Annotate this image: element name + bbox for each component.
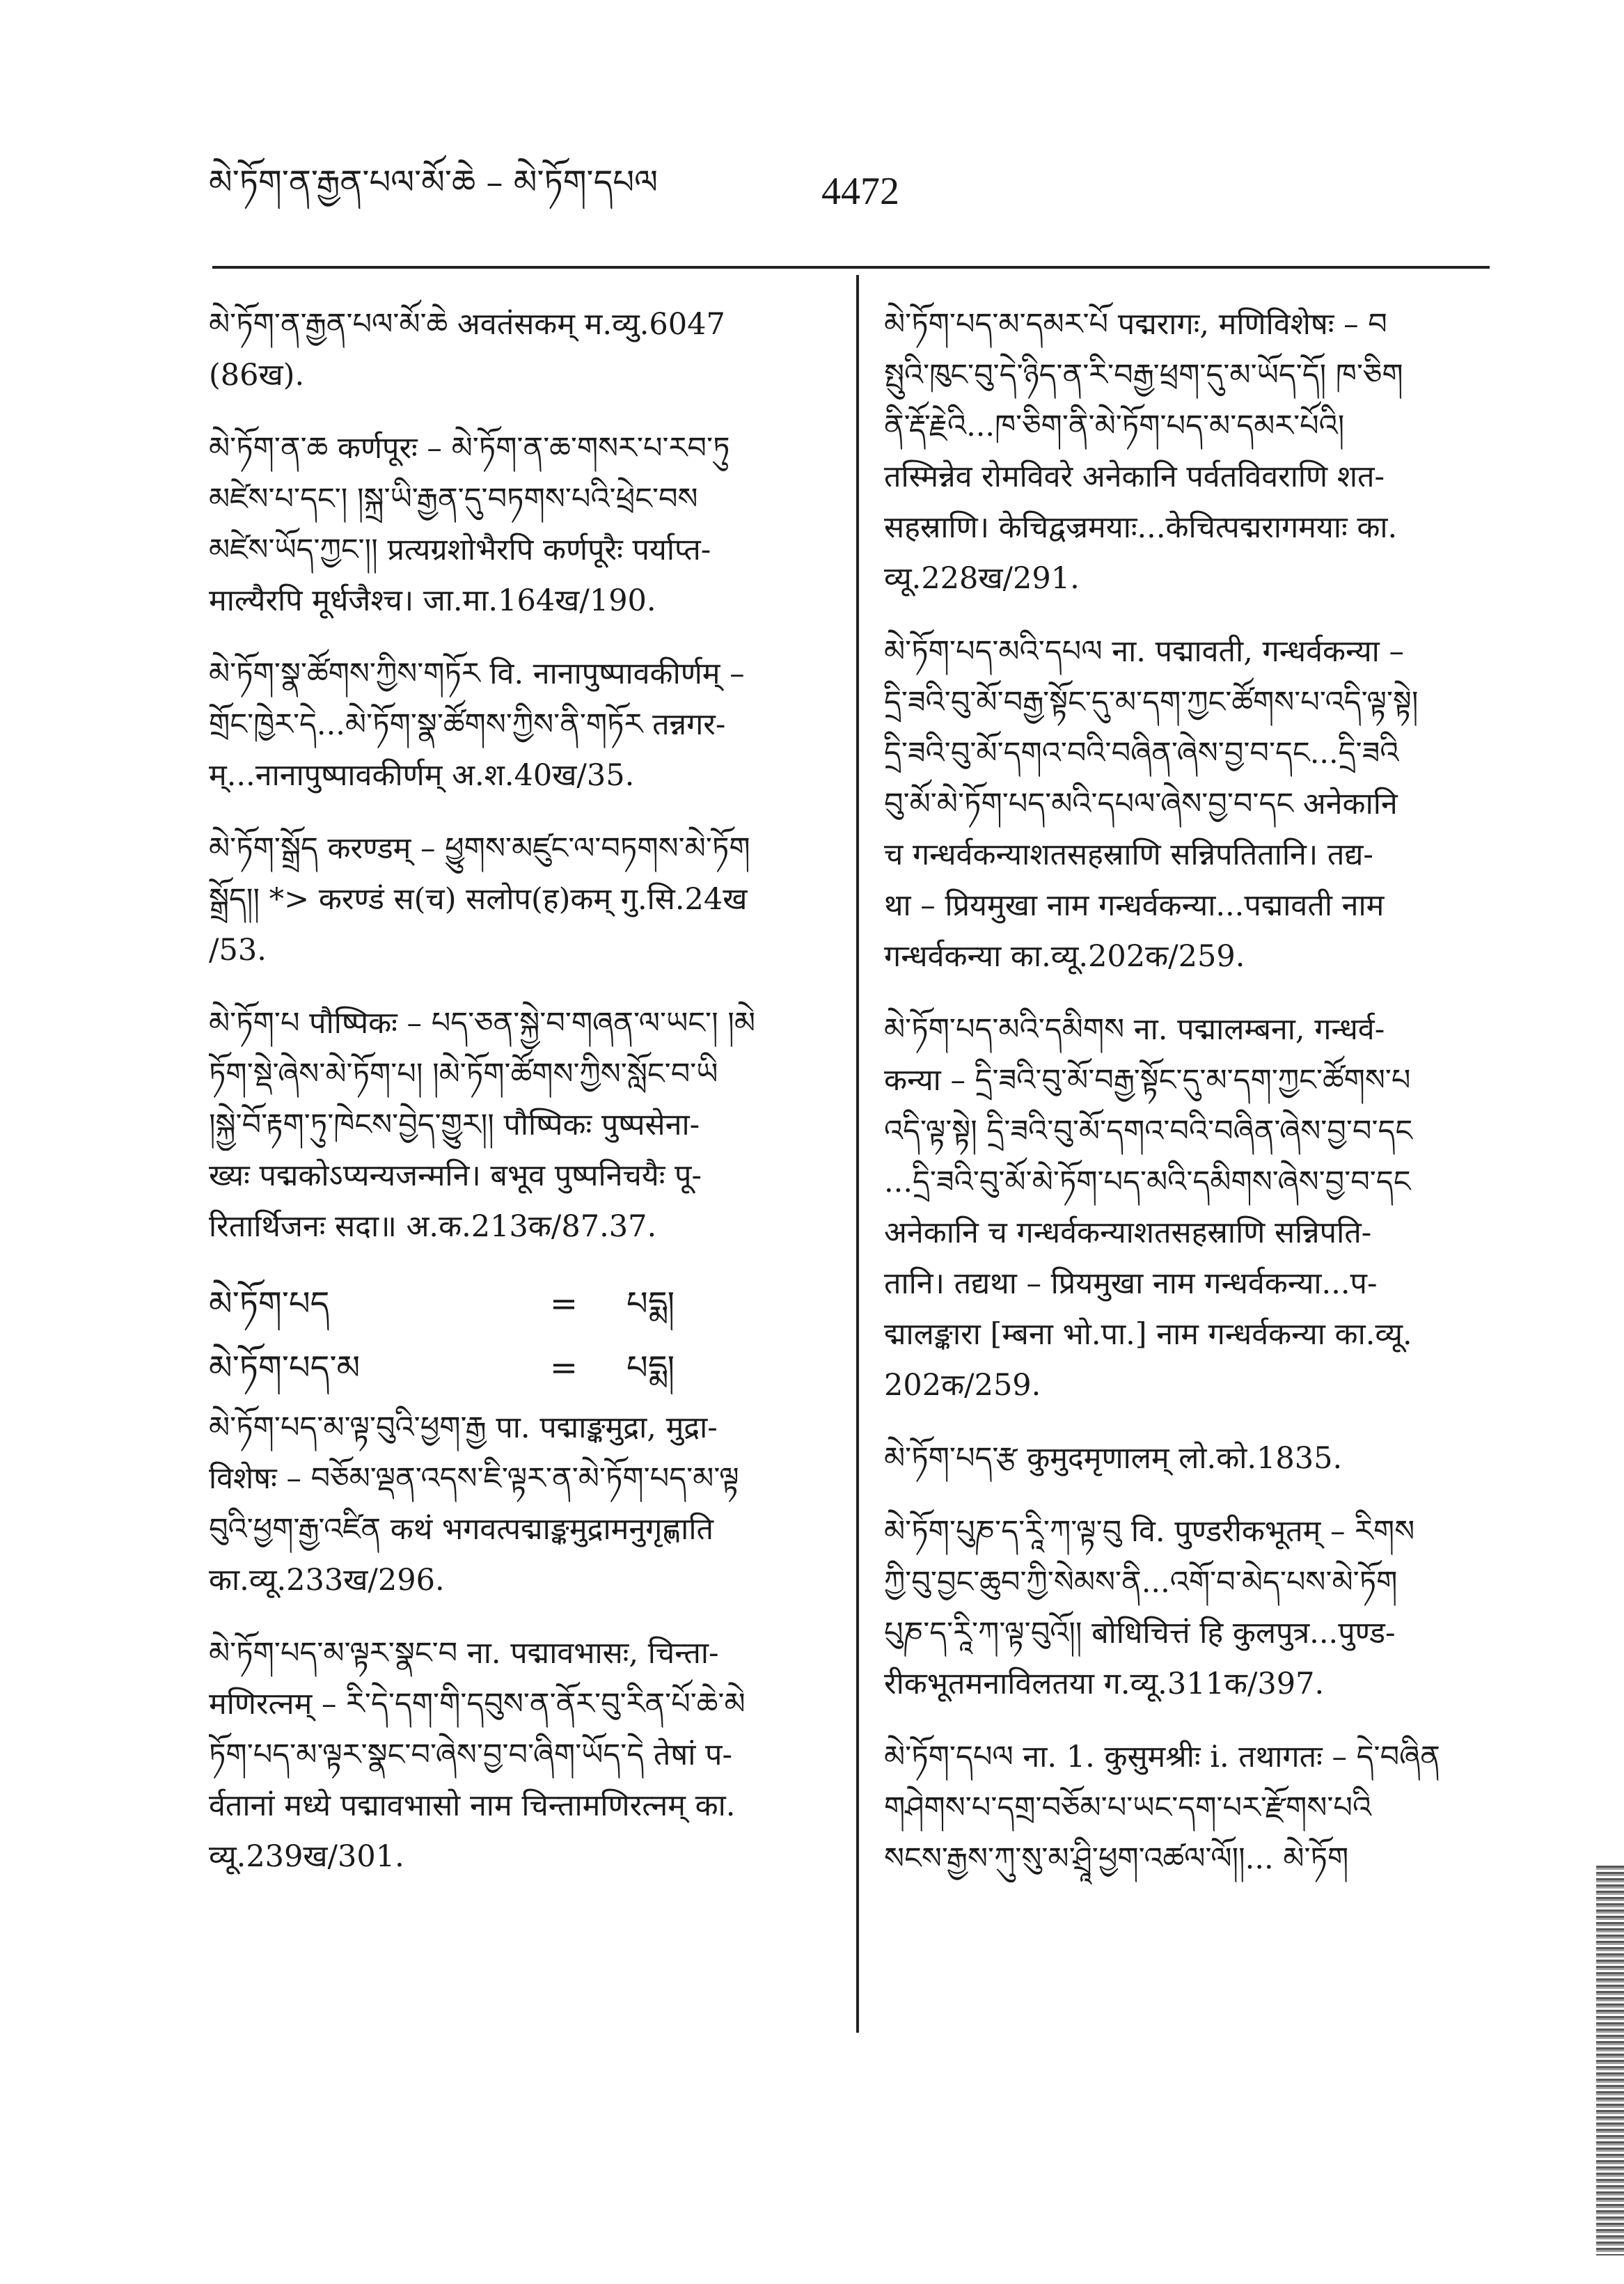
entry-line: དྲི་ཟའི་བུ་མོ་དགའ་བའི་བཞིན་ཞེས་བྱ་བ་དང...དྲི་ཟའི <box>884 736 1399 771</box>
dictionary-entry <box>884 1433 1504 1484</box>
dictionary-entry <box>209 1628 828 1882</box>
entry-line: མཛེས་ཡོད་ཀྱང་།། प्रत्यग्रशोभैरपि कर्णपूरैः पर्याप्त- <box>209 533 711 567</box>
dictionary-entry <box>209 649 828 801</box>
left-column <box>209 299 828 1905</box>
page-number: 4472 <box>821 170 899 213</box>
entry-headline: མེ་ཏོག་པད་མ་དམར་པོ पद्मरागः, मणिविशेषः – བ <box>884 307 1387 342</box>
entry-line: གྲོང་ཁྱེར་དེ...མེ་ཏོག་སྣ་ཚོགས་ཀྱིས་ནི་གཏོར तन्नगर- <box>209 707 726 742</box>
entry-line: ཏོག་སྡེ་ཞེས་མེ་ཏོག་པ། །མེ་ཏོག་ཚོགས་ཀྱིས་སློང་བ་ཡི <box>209 1057 718 1092</box>
entry-line: ख्यः पद्मकोऽप्यन्यजन्मनि। बभूव पुष्पनिचयैः पू- <box>209 1158 702 1193</box>
xref-headword: མེ་ཏོག་པད <box>209 1284 330 1323</box>
entry-headline: མེ་ཏོག་པད་རྩ कुमुदमृणालम् लो.को.1835. <box>884 1441 1343 1476</box>
entry-line: च गन्धर्वकन्याशतसहस्राणि सन्निपतितानि। तद्य- <box>884 837 1373 872</box>
entry-line: तानि। तद्यथा – प्रियमुखा नाम गन्धर्वकन्या...प- <box>884 1266 1378 1301</box>
entry-line: सहस्राणि। केचिद्वज्रमयाः...केचित्पद्मरागमयाः का. <box>884 510 1398 545</box>
column-divider <box>856 275 859 2033</box>
entry-line: था – प्रियमुखा नाम गन्धर्वकन्या...पद्मावती नाम <box>884 888 1385 923</box>
entry-line: 202क/259. <box>884 1368 1041 1403</box>
entry-line: र्वतानां मध्ये पद्मावभासो नाम चिन्तामणिरत्नम् का. <box>209 1788 736 1823</box>
entry-line: रीकभूतमनाविलतया ग.व्यू.311क/397. <box>884 1667 1325 1701</box>
entry-line: मणिरत्नम् – རི་དེ་དག་གི་དབུས་ན་ནོར་བུ་རིན་པོ་ཆེ་མེ <box>209 1687 746 1722</box>
dictionary-entry <box>209 824 828 976</box>
dictionary-entry <box>209 299 828 401</box>
header-rule <box>212 266 1490 269</box>
entry-line: तस्मिन्नेव रोमविवरे अनेकानि पर्वतविवराणि शत- <box>884 459 1385 494</box>
dictionary-entry <box>884 1506 1504 1710</box>
entry-line: (86ख). <box>209 358 305 393</box>
xref-eq: = <box>549 1348 578 1387</box>
entry-headline: མེ་ཏོག་པ पौष्पिकः – པད་ཅན་སྐྱེ་བ་གཞན་ལ་ཡང་། །མེ <box>209 1006 756 1041</box>
entry-headline: མེ་ཏོག་ན་ཆ कर्णपूरः – མེ་ཏོག་ན་ཆ་གསར་པ་རབ་ཏུ <box>209 431 730 466</box>
dictionary-entry <box>209 998 828 1252</box>
entry-line: /53. <box>209 933 267 968</box>
entry-line: द्मालङ्कारा [म्बना भो.पा.] नाम गन्धर्वकन्या का.व्यू. <box>884 1317 1412 1352</box>
dictionary-entry <box>884 299 1504 604</box>
entry-line: བུའི་ཕྱག་རྒྱ་འཛིན कथं भगवत्पद्माङ्कमुद्रामनुगृह्णाति <box>209 1512 714 1547</box>
cross-reference <box>209 1339 828 1397</box>
entry-line: ཀྱི་བུ་བྱང་ཆུབ་ཀྱི་སེམས་ནི...འགོ་བ་མེད་པས་མེ་ཏོག <box>884 1565 1398 1600</box>
dictionary-entry <box>884 1005 1504 1411</box>
entry-line: །སྐྱེ་བོ་རྟག་ཏུ་ཁེངས་བྱེད་གྱུར།། पौष्पिकः पुष्पसेना- <box>209 1108 700 1142</box>
entry-headline: མེ་ཏོག་ན་རྒྱན་པལ་མོ་ཆེ अवतंसकम् म.व्यु.6047 <box>209 307 725 342</box>
entry-line: ནི་རྡོ་རྗེའི...ཁ་ཅིག་ནི་མེ་ཏོག་པད་མ་དམར་པོའི། <box>884 409 1345 443</box>
xref-eq: = <box>549 1284 578 1323</box>
entry-headline: མེ་ཏོག་པད་མའི་དཔལ ना. पद्मावती, गन्धर्वकन्या – <box>884 634 1404 669</box>
xref-target: པདྨ། <box>626 1348 675 1387</box>
entry-line: བུ་མོ་མེ་ཏོག་པད་མའི་དཔལ་ཞེས་བྱ་བ་དང अनेकानि <box>884 787 1398 821</box>
cross-reference <box>209 1275 828 1333</box>
entry-line: माल्यैरपि मूर्धजैश्च। जा.मा.164ख/190. <box>209 583 656 618</box>
entry-line: कन्या – དྲི་ཟའི་བུ་མོ་བརྒྱ་སྟོང་དུ་མ་དག་ཀྱང་ཚོགས་པ <box>884 1063 1411 1098</box>
entry-line: སྒྲོད།། *> करण्डं स(च) सलोप(ह)कम् गु.सि.24ख <box>209 882 748 917</box>
entry-line: का.व्यू.233ख/296. <box>209 1563 445 1598</box>
entry-headline: མེ་ཏོག་པད་མ་ལྟ་བུའི་ཕྱག་རྒྱ पा. पद्माङ्कमुद्रा, मुद्रा- <box>209 1410 718 1445</box>
entry-line: अनेकानि च गन्धर्वकन्याशतसहस्राणि सन्निपति- <box>884 1215 1372 1250</box>
right-column <box>884 299 1504 1907</box>
dictionary-entry <box>884 627 1504 982</box>
entry-line: སངས་རྒྱས་ཀུ་སུ་མ་ཤྲཱི་ཕྱག་འཚལ་ལོ།།... མེ་ཏོག <box>884 1841 1349 1876</box>
dictionary-entry <box>209 1403 828 1606</box>
entry-line: ...དྲི་ཟའི་བུ་མོ་མེ་ཏོག་པད་མའི་དམིགས་ཞེས་བྱ་བ་དང <box>884 1165 1411 1199</box>
entry-headline: མེ་ཏོག་སྣ་ཚོགས་ཀྱིས་གཏོར वि. नानापुष्पावकीर्णम् – <box>209 656 745 691</box>
scan-edge-shadow <box>1596 1866 1624 2255</box>
entry-line: དྲི་ཟའི་བུ་མོ་བརྒྱ་སྟོང་དུ་མ་དག་ཀྱང་ཚོགས་པ་འདི་ལྟ་སྟེ། <box>884 685 1419 720</box>
entry-line: མཛེས་པ་དང་། །སྐྲ་ཡི་རྒྱན་དུ་བཏགས་པའི་ཕྲེང་བས <box>209 482 698 517</box>
entry-headline: མེ་ཏོག་པད་མ་ལྟར་སྣང་བ ना. पद्मावभासः, चिन्ता- <box>209 1636 719 1671</box>
entry-line: སྤུའི་ཁུང་བུ་དེ་ཉིད་ན་རི་བརྒྱ་ཕྲག་དུ་མ་ཡོད་དོ། ཁ་ཅིག <box>884 358 1403 393</box>
dictionary-entry <box>884 1732 1504 1884</box>
entry-line: म्...नानापुष्पावकीर्णम् अ.श.40ख/35. <box>209 758 635 793</box>
entry-headline: མེ་ཏོག་སྒྲོད करण्डम् – ཕྱུགས་མཛུང་ལ་བཏགས་མེ་ཏོག <box>209 831 750 866</box>
running-header: མེ་ཏོག་ན་རྒྱན་པལ་མོ་ཆེ – མེ་ཏོག་དཔལ <box>209 162 659 202</box>
entry-headline: མེ་ཏོག་པད་མའི་དམིགས ना. पद्मालम्बना, गन्धर्व- <box>884 1012 1385 1047</box>
entry-headline: མེ་ཏོག་དཔལ ना. 1. कुसुमश्रीः i. तथागतः – དེ་བཞིན <box>884 1740 1440 1774</box>
entry-line: व्यू.239ख/301. <box>209 1839 404 1874</box>
entry-line: रितार्थिजनः सदा॥ अ.क.213क/87.37. <box>209 1209 657 1244</box>
entry-line: འདི་ལྟ་སྟེ། དྲི་ཟའི་བུ་མོ་དགའ་བའི་བཞིན་ཞེས་བྱ་བ་དང <box>884 1114 1413 1149</box>
xref-target: པདྨ། <box>626 1284 675 1323</box>
entry-line: པུཎ་ད་རཱི་ཀ་ལྟ་བུའོ།། बोधिचित्तं हि कुलपुत्र...पुण्ड- <box>884 1616 1396 1651</box>
entry-line: विशेषः – བཅོམ་ལྡན་འདས་ཇི་ལྟར་ན་མེ་ཏོག་པད་མ་ལྟ <box>209 1461 739 1496</box>
entry-line: གཤེགས་པ་དགྲ་བཅོམ་པ་ཡང་དག་པར་རྫོགས་པའི <box>884 1790 1372 1825</box>
entry-headline: མེ་ཏོག་པུཎ་ད་རཱི་ཀ་ལྟ་བུ वि. पुण्डरीकभूतम् – རིགས <box>884 1514 1415 1549</box>
entry-line: ཏོག་པད་མ་ལྟར་སྣང་བ་ཞེས་བྱ་བ་ཞིག་ཡོད་དེ तेषां प- <box>209 1738 733 1772</box>
dictionary-entry <box>209 423 828 627</box>
entry-line: व्यू.228ख/291. <box>884 561 1080 596</box>
xref-headword: མེ་ཏོག་པད་མ <box>209 1348 361 1387</box>
entry-line: गन्धर्वकन्या का.व्यू.202क/259. <box>884 939 1245 974</box>
